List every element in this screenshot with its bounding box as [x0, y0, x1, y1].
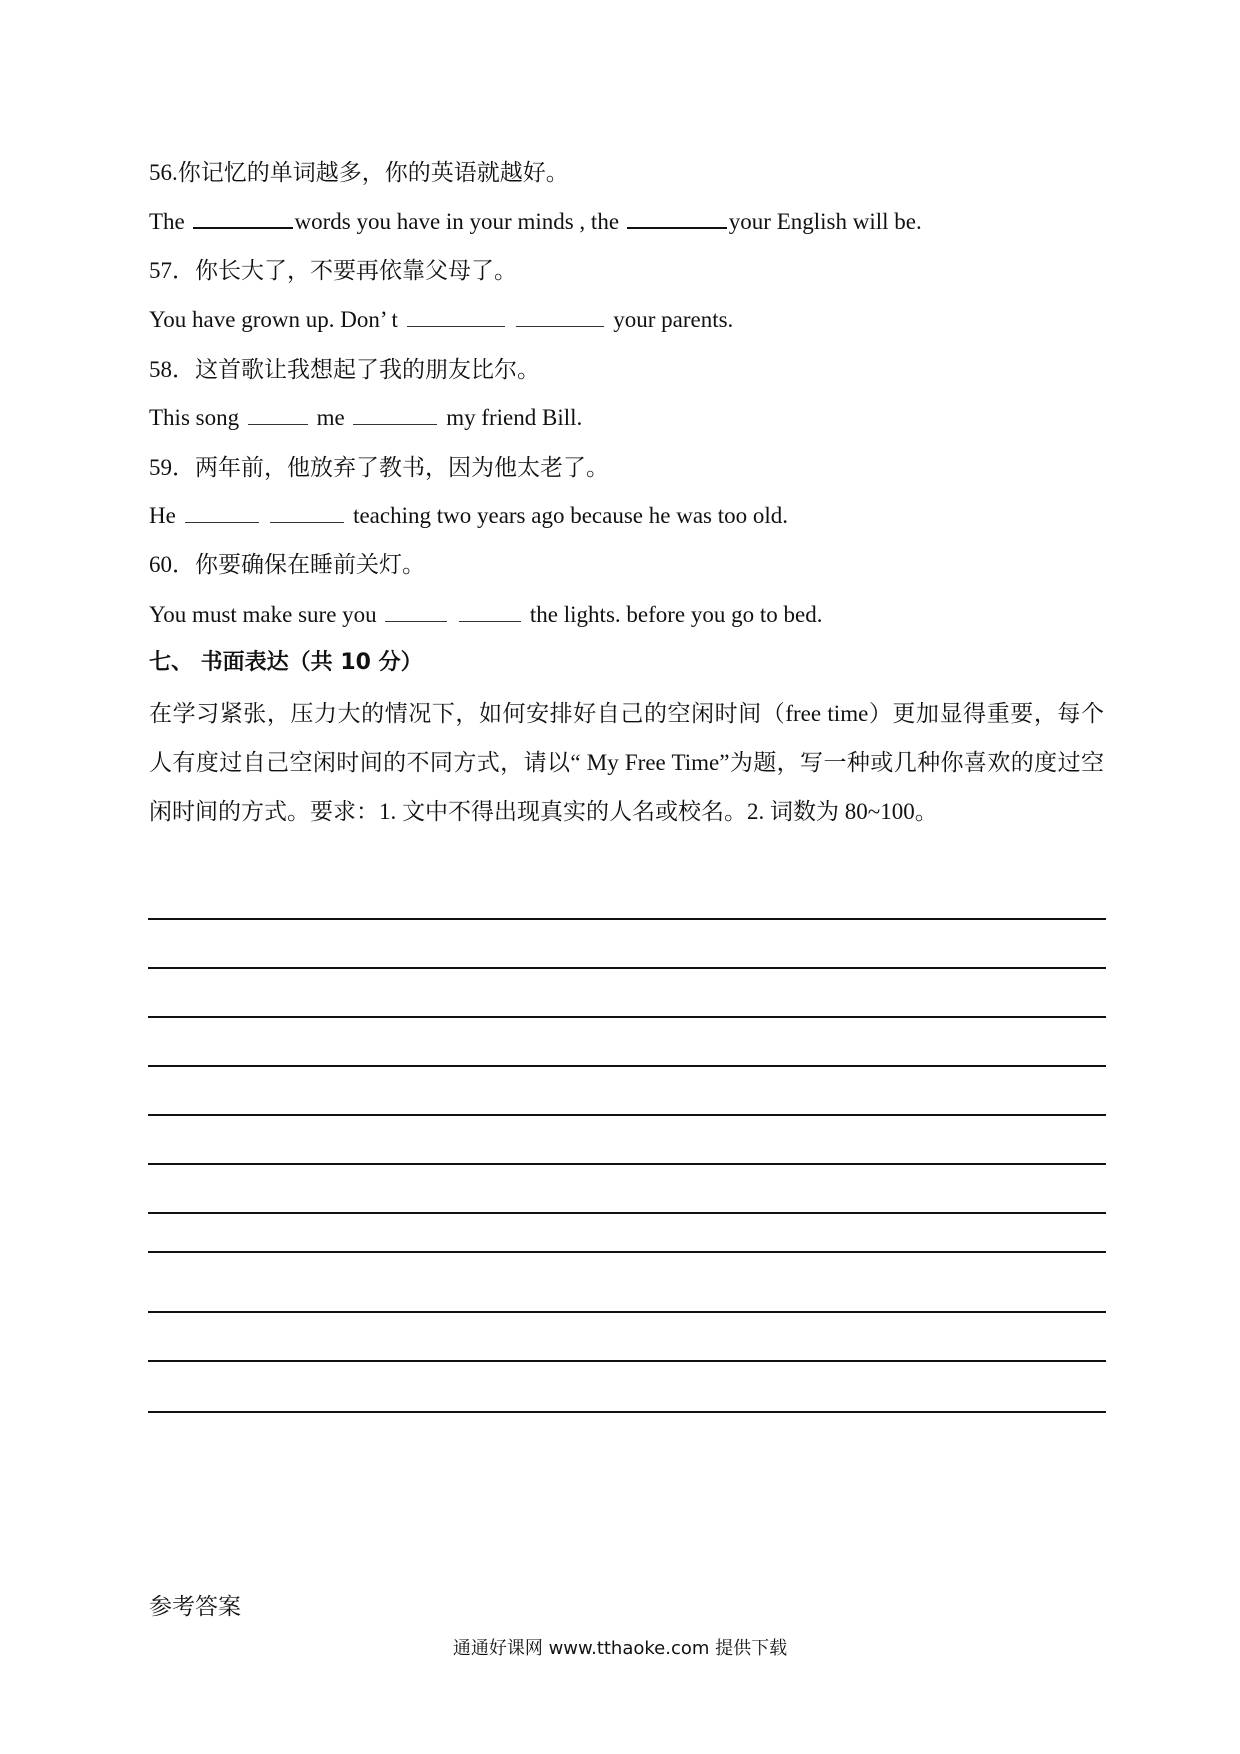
answer-key-label: 参考答案 [149, 1594, 241, 1619]
question-57-sentence [149, 305, 1109, 335]
sentence-text: You have grown up. Don’ t [149, 307, 404, 332]
writing-line[interactable] [148, 918, 1106, 920]
sentence-text [262, 503, 268, 528]
sentence-text [508, 307, 514, 332]
sentence-text: words you have in your minds , the [294, 209, 625, 234]
section-heading: 七、 书面表达（共 10 分） [149, 650, 423, 675]
question-60-sentence [149, 600, 1109, 630]
question-56-prompt: 56.你记忆的单词越多，你的英语就越好。 [149, 160, 569, 185]
writing-line[interactable] [148, 1163, 1106, 1165]
writing-line[interactable] [148, 1212, 1106, 1214]
sentence-text: your parents. [607, 307, 734, 332]
writing-line[interactable] [148, 1114, 1106, 1116]
question-60-prompt: 60．你要确保在睡前关灯。 [149, 552, 425, 577]
answer-blank[interactable] [459, 601, 521, 622]
answer-blank[interactable] [407, 306, 505, 327]
answer-blank[interactable] [353, 404, 437, 425]
answer-blank[interactable] [270, 502, 344, 523]
writing-line[interactable] [148, 967, 1106, 969]
answer-blank[interactable] [516, 306, 604, 327]
sentence-text: my friend Bill. [440, 405, 583, 430]
sentence-text: the lights. before you go to bed. [524, 602, 823, 627]
answer-blank[interactable] [193, 207, 293, 229]
writing-line[interactable] [148, 1311, 1106, 1313]
sentence-text: your English will be. [728, 209, 922, 234]
writing-line[interactable] [148, 1251, 1106, 1253]
writing-line[interactable] [148, 1360, 1106, 1362]
sentence-text: me [310, 405, 351, 430]
answer-blank[interactable] [248, 404, 308, 425]
question-59-sentence [149, 501, 1109, 531]
question-58-sentence [149, 403, 1109, 433]
footer-source: 通通好课网 www.tthaoke.com 提供下载 [452, 1638, 788, 1659]
sentence-text: The [149, 209, 191, 234]
sentence-text: teaching two years ago because he was too old. [347, 503, 789, 528]
sentence-text: This song [149, 405, 245, 430]
question-56-sentence [149, 207, 1109, 237]
sentence-text: He [149, 503, 182, 528]
writing-line[interactable] [148, 1411, 1106, 1413]
sentence-text: You must make sure you [149, 602, 383, 627]
question-58-prompt: 58．这首歌让我想起了我的朋友比尔。 [149, 357, 540, 382]
writing-line[interactable] [148, 1065, 1106, 1067]
answer-blank[interactable] [627, 207, 727, 229]
writing-line[interactable] [148, 1016, 1106, 1018]
question-57-prompt: 57．你长大了，不要再依靠父母了。 [149, 258, 517, 283]
answer-blank[interactable] [385, 601, 447, 622]
writing-instructions: 在学习紧张，压力大的情况下，如何安排好自己的空闲时间（free time）更加显得重要，每个人有度过自己空闲时间的不同方式，请以“ My Free Time”为题，写一种或几种你喜欢的度过空闲时间的方式。要求：1. 文中不得出现真实的人名或校名。2. 词数为 80~100。 [149, 701, 1104, 824]
answer-blank[interactable] [185, 502, 259, 523]
sentence-text [450, 602, 456, 627]
question-59-prompt: 59．两年前，他放弃了教书，因为他太老了。 [149, 455, 609, 480]
